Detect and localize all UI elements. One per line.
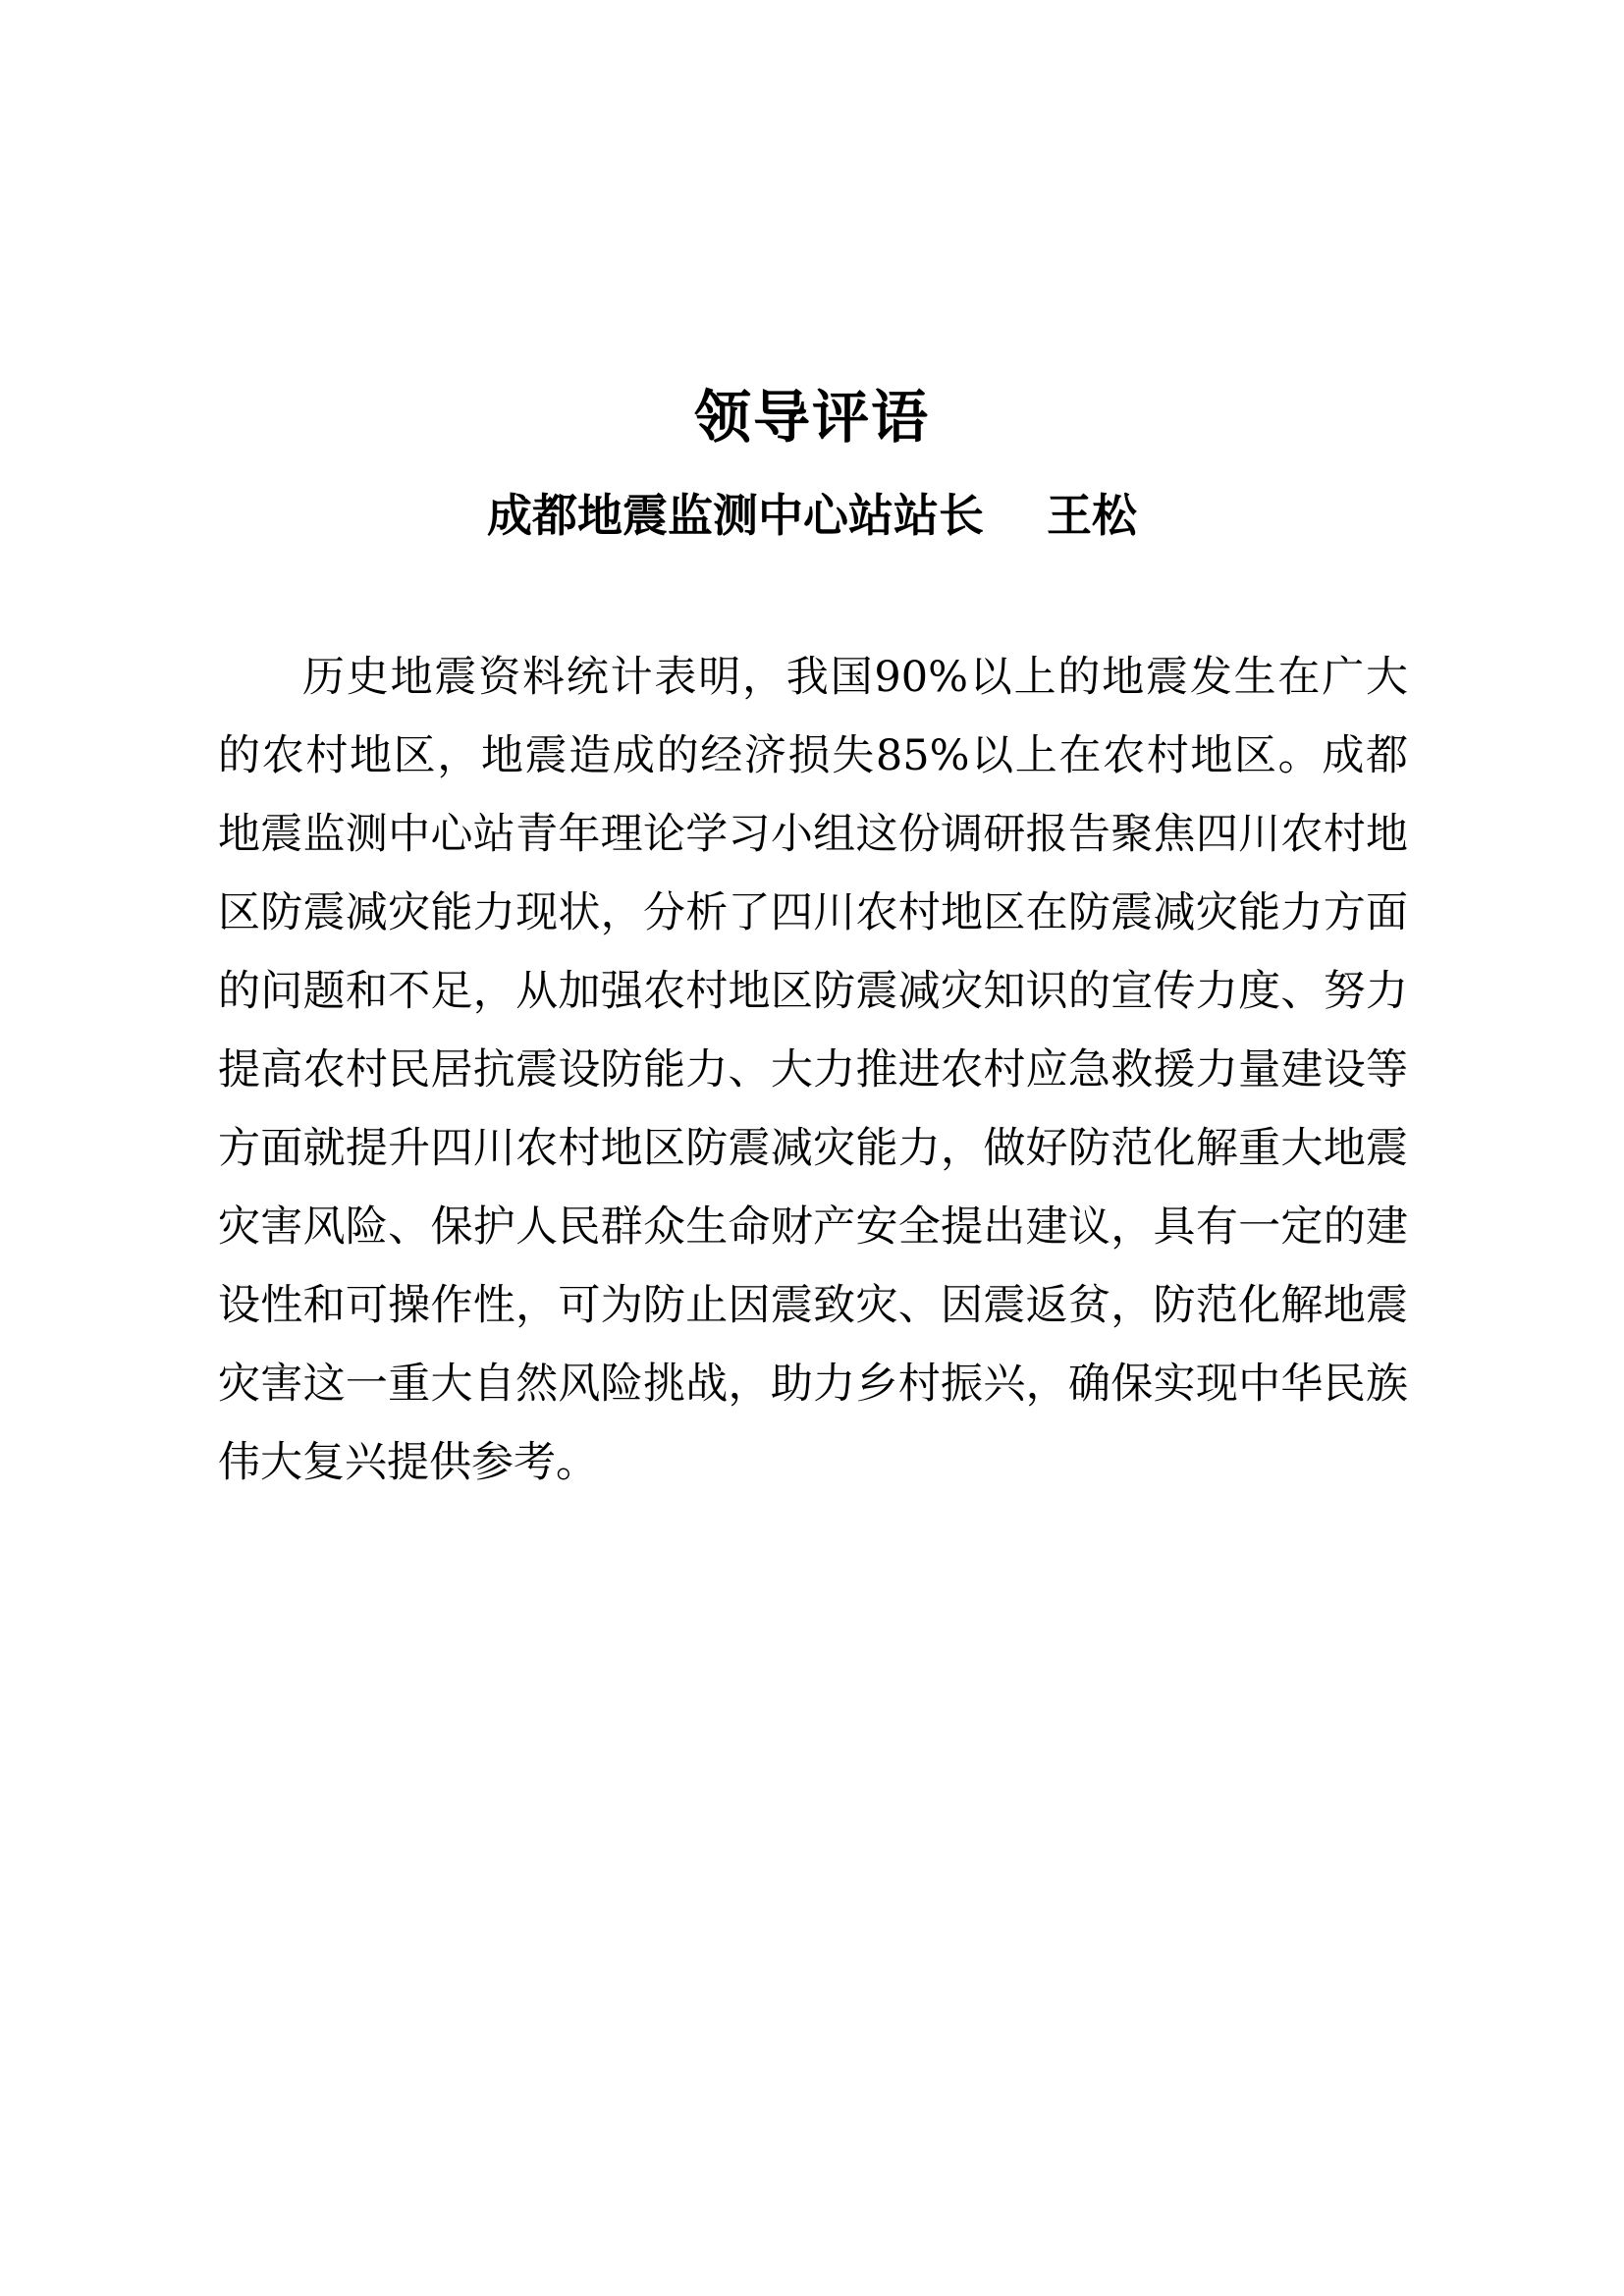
- body-paragraph: 历史地震资料统计表明，我国90%以上的地震发生在广大的农村地区，地震造成的经济损失85%以上在农村地区。成都地震监测中心站青年理论学习小组这份调研报告聚焦四川农村地区防震减灾能力现状，分析了四川农村地区在防震减灾能力方面的问题和不足，从加强农村地区防震减灾知识的宣传力度、努力提高农村民居抗震设防能力、大力推进农村应急救援力量建设等方面就提升四川农村地区防震减灾能力，做好防范化解重大地震灾害风险、保护人民群众生命财产安全提出建议，具有一定的建设性和可操作性，可为防止因震致灾、因震返贫，防范化解地震灾害这一重大自然风险挑战，助力乡村振兴，确保实现中华民族伟大复兴提供参考。: [218, 653, 1408, 1487]
- page-title: 领导评语: [693, 384, 930, 451]
- author-byline: 成都地震监测中心站站长 王松: [486, 489, 1138, 542]
